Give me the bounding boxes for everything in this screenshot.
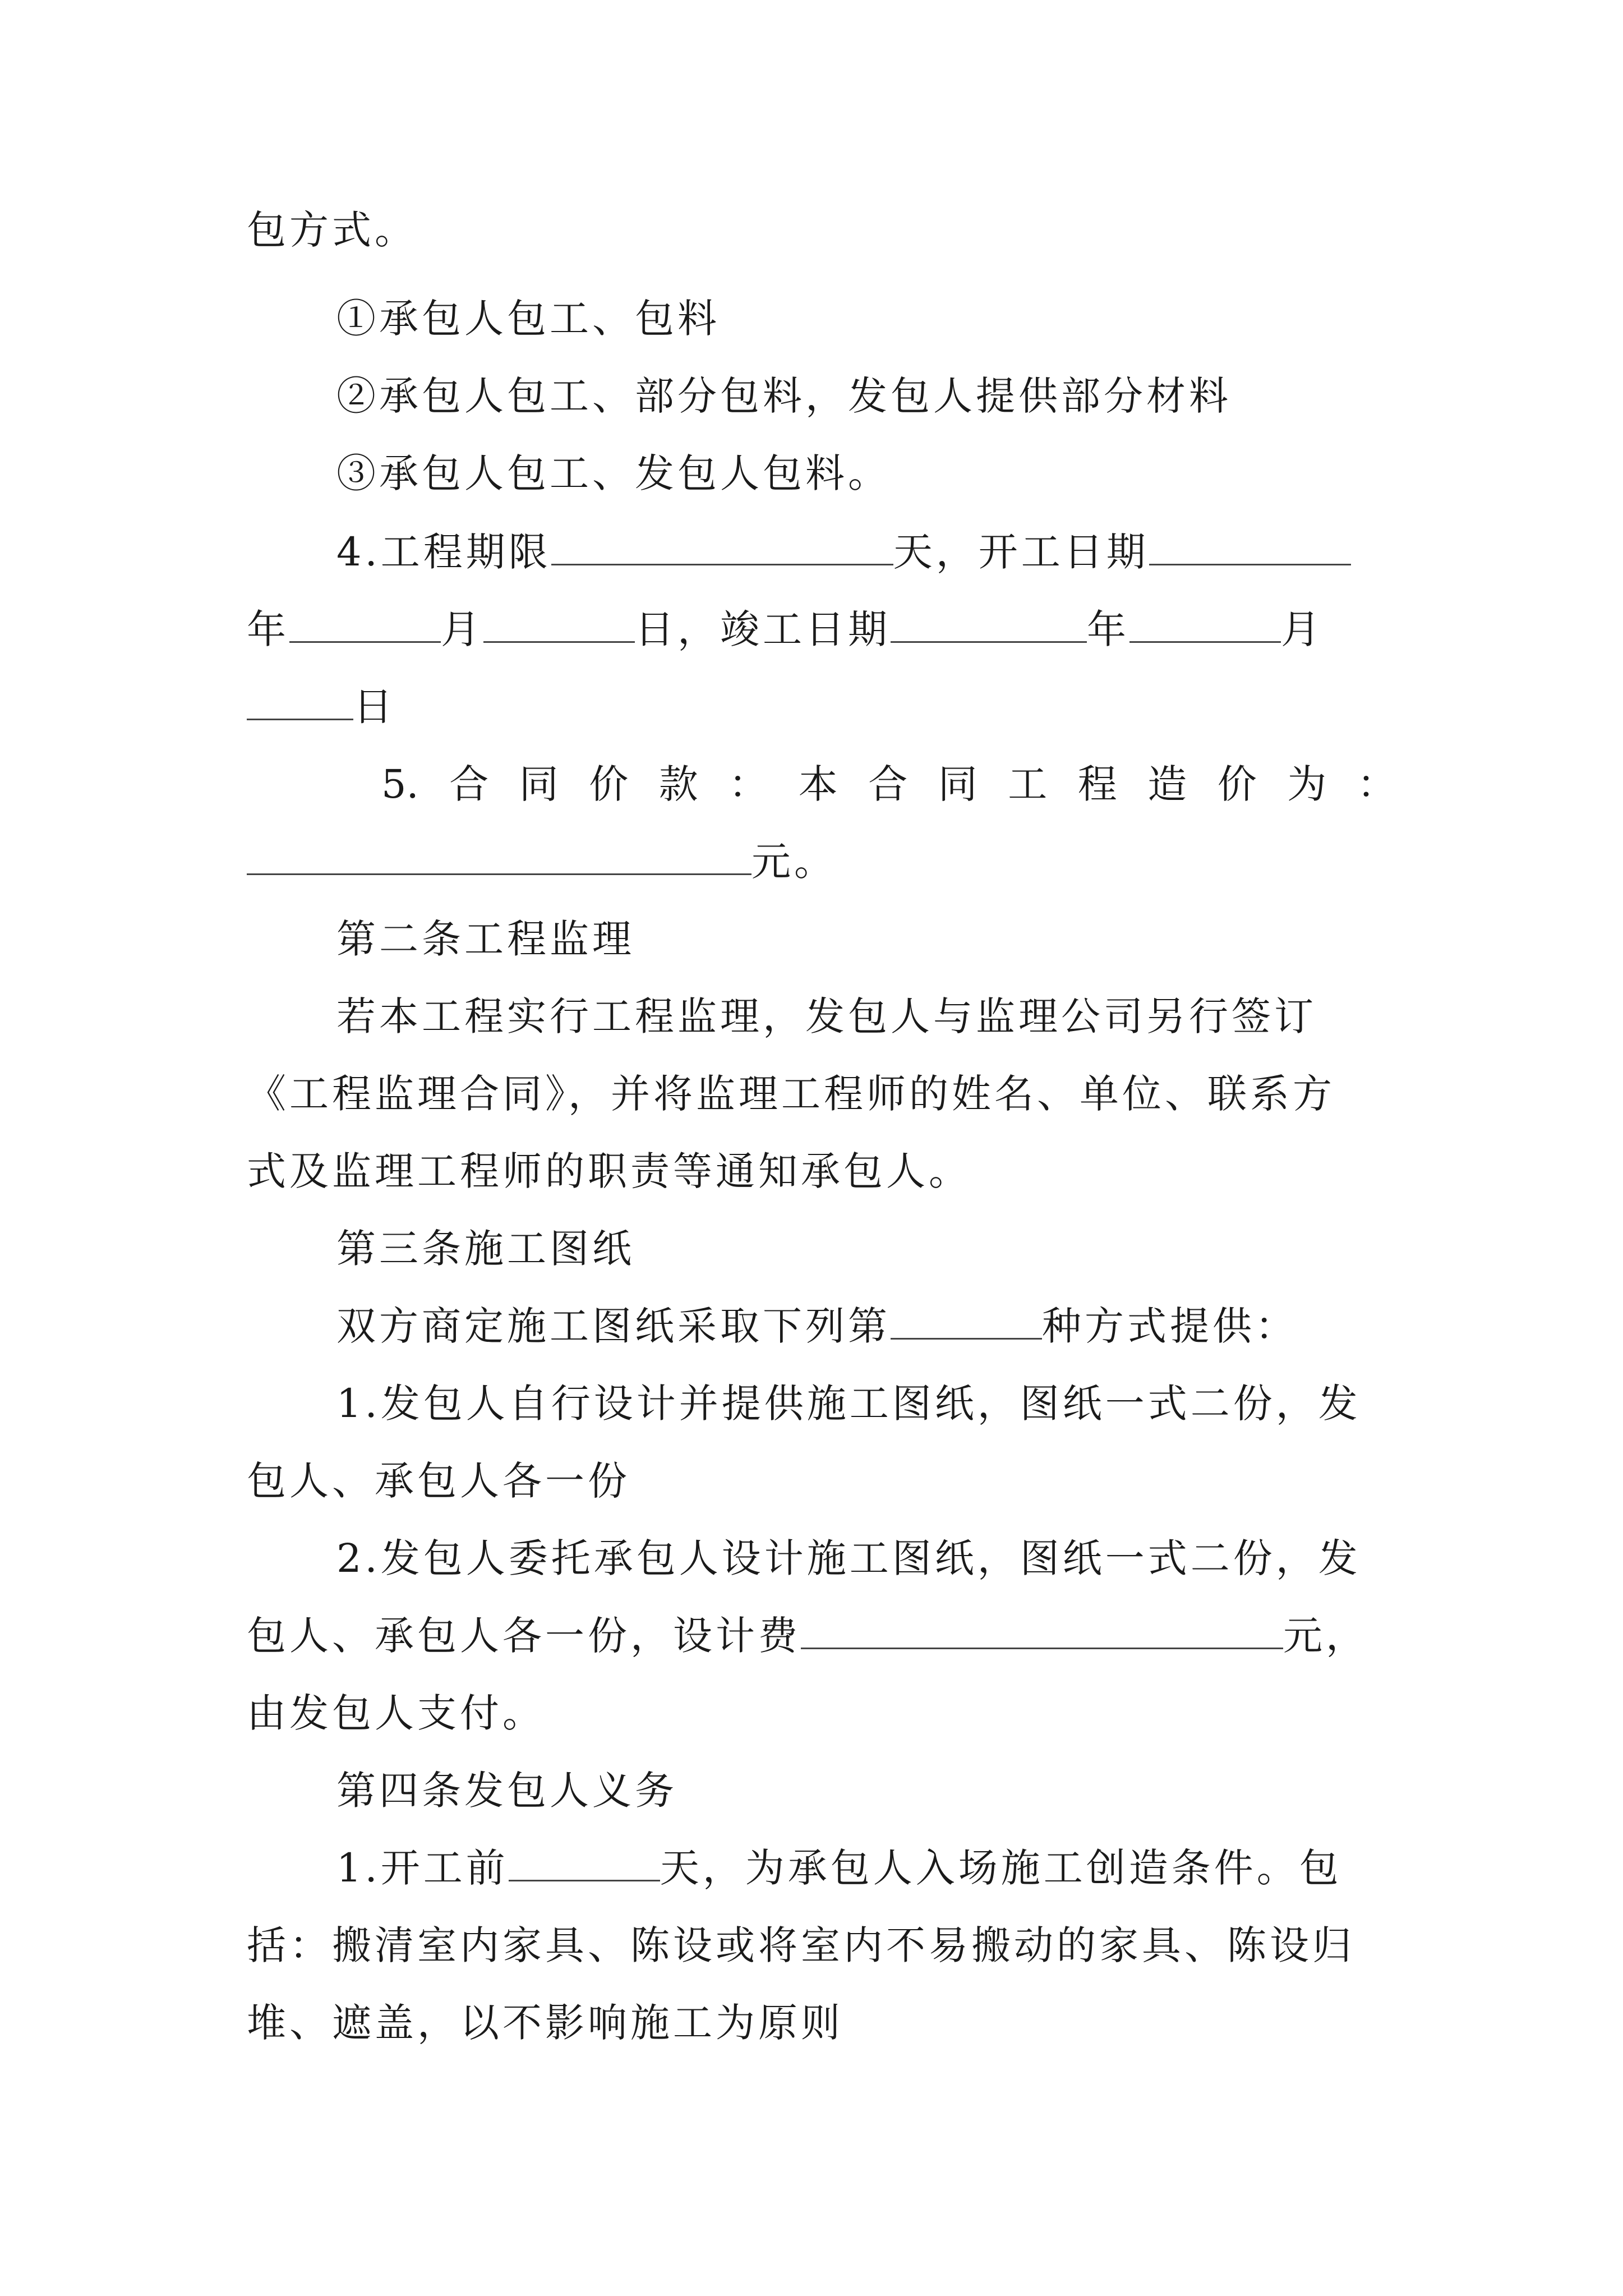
- text-line: [336, 1525, 1396, 1592]
- line-text: 日: [353, 684, 396, 730]
- line-text: ②承包人包工、部分包料，发包人提供部分材料: [336, 373, 1232, 419]
- text-line: [336, 1292, 1396, 1360]
- line-text: 第四条发包人义务: [336, 1768, 677, 1814]
- section-heading-supervision: [336, 905, 1396, 973]
- line-text: 2.发包人委托承包人设计施工图纸，图纸一式二份，发: [336, 1535, 1361, 1581]
- char: 款: [658, 761, 698, 807]
- char: 本: [798, 761, 838, 807]
- blank-field: [1129, 606, 1281, 643]
- line-text: 双方商定施工图纸采取下列第: [336, 1303, 891, 1349]
- blank-field: [1149, 529, 1351, 565]
- blank-field: [289, 606, 441, 643]
- char: 造: [1147, 761, 1187, 807]
- char: ：: [728, 761, 768, 807]
- text-line: [336, 983, 1396, 1050]
- blank-field: [247, 839, 751, 875]
- line-text: 包人、承包人各一份，设计费: [247, 1613, 801, 1659]
- line-text: 括：搬清室内家具、陈设或将室内不易搬动的家具、陈设归: [247, 1922, 1355, 1968]
- line-text: 第三条施工图纸: [336, 1226, 635, 1272]
- line-text: 月: [1281, 606, 1324, 652]
- line-text: 年: [1087, 606, 1129, 652]
- option-2: [336, 362, 1396, 430]
- line-text: ③承包人包工、发包人包料。: [336, 450, 891, 496]
- line-text: 4.工程期限: [336, 529, 551, 575]
- text-line: [247, 1602, 1396, 1669]
- line-text: 元。: [751, 839, 837, 885]
- char: ：: [1357, 761, 1396, 807]
- char: 合: [449, 761, 489, 807]
- char: 程: [1077, 761, 1117, 807]
- blank-field: [891, 606, 1087, 643]
- contract-price-line: [381, 751, 1396, 818]
- line-text: 天，开工日期: [893, 529, 1149, 575]
- line-text: 包方式。: [247, 207, 417, 253]
- char: 价: [589, 761, 629, 807]
- line-text: 1.发包人自行设计并提供施工图纸，图纸一式二份，发: [336, 1381, 1361, 1427]
- date-line: [247, 596, 1396, 663]
- line-text: 天，为承包人入场施工创造条件。包: [660, 1845, 1342, 1891]
- blank-field: [891, 1303, 1042, 1340]
- char: 为: [1287, 761, 1327, 807]
- line-text: 日，竣工日期: [635, 606, 891, 652]
- line-text: 元，: [1283, 1613, 1368, 1659]
- char: 工: [1008, 761, 1048, 807]
- text-line: [336, 1834, 1396, 1902]
- text-line: [247, 1447, 1396, 1515]
- line-text: 月: [441, 606, 483, 652]
- blank-field: [509, 1845, 660, 1881]
- line-text: 1.开工前: [336, 1845, 509, 1891]
- char: 同: [938, 761, 978, 807]
- date-line-end: [247, 673, 1396, 740]
- char: 合: [868, 761, 908, 807]
- char: 同: [519, 761, 559, 807]
- text-line: [247, 1138, 1396, 1205]
- text-line: [247, 1680, 1396, 1747]
- text-line: [247, 196, 1396, 264]
- line-text: 种方式提供：: [1042, 1303, 1298, 1349]
- blank-field: [483, 606, 635, 643]
- line-text: 第二条工程监理: [336, 916, 635, 962]
- line-text: 式及监理工程师的职责等通知承包人。: [247, 1148, 971, 1194]
- text-line: [336, 1370, 1396, 1437]
- line-text: 包人、承包人各一份: [247, 1458, 630, 1504]
- char: 5.: [381, 761, 419, 807]
- line-text: ①承包人包工、包料: [336, 296, 720, 342]
- project-duration-line: [336, 518, 1396, 586]
- text-line: [247, 1989, 1396, 2056]
- line-text: 若本工程实行工程监理，发包人与监理公司另行签订: [336, 993, 1317, 1039]
- line-text: 由发包人支付。: [247, 1690, 545, 1736]
- section-heading-employer-duties: [336, 1757, 1396, 1824]
- blank-field: [247, 684, 353, 720]
- text-line: [247, 1912, 1396, 1979]
- line-text: 堆、遮盖，以不影响施工为原则: [247, 2000, 843, 2046]
- option-3: [336, 440, 1396, 507]
- text-line: [247, 1060, 1396, 1128]
- line-text: 年: [247, 606, 289, 652]
- option-1: [336, 285, 1396, 352]
- char: 价: [1217, 761, 1257, 807]
- section-heading-drawings: [336, 1215, 1396, 1282]
- contract-price-blank-line: [247, 828, 1396, 895]
- blank-field: [801, 1613, 1283, 1649]
- line-text: 《工程监理合同》，并将监理工程师的姓名、单位、联系方: [247, 1071, 1335, 1117]
- blank-field: [551, 529, 893, 565]
